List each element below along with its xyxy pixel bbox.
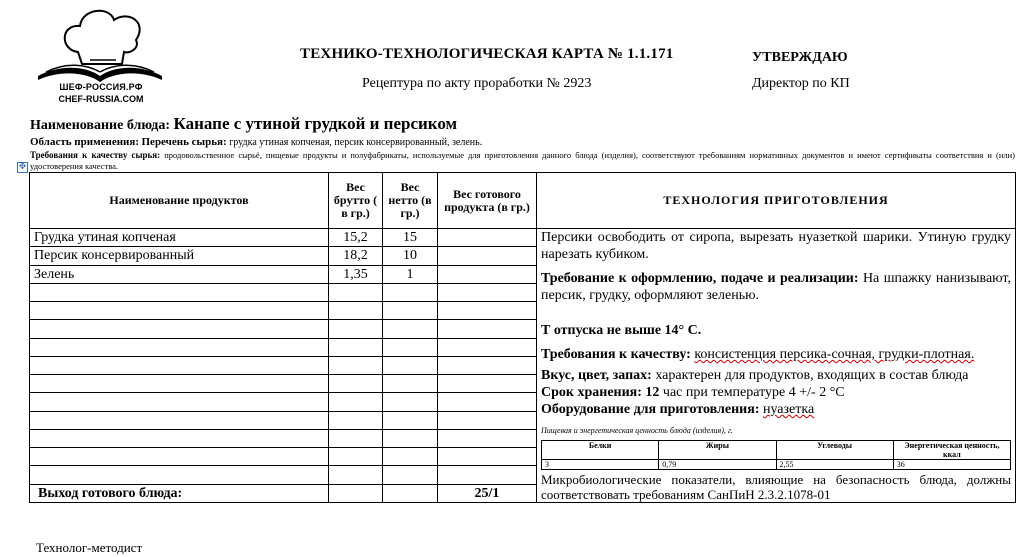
col-net-header: Вес нетто (в гр.) bbox=[383, 173, 438, 229]
col-product-header: Наименование продуктов bbox=[30, 173, 329, 229]
raw-quality-label: Требования к качеству сырья: bbox=[30, 150, 161, 160]
dish-name: Канапе с утиной грудкой и персиком bbox=[173, 114, 458, 133]
net-weight: 15 bbox=[383, 229, 438, 247]
serving-requirements: Требование к оформлению, подаче и реализации: На шпажку нанизывают, персик, грудку, оформляют зеленью. bbox=[541, 271, 1011, 303]
serving-temperature: Т отпуска не выше 14° С. bbox=[541, 323, 702, 338]
product-name: Грудка утиная копченая bbox=[30, 229, 329, 247]
product-name: Персик консервированный bbox=[30, 247, 329, 265]
technologist-label: Технолог-методист bbox=[36, 540, 143, 555]
nutrition-caption: Пищевая и энергетическая ценность блюда (изделия), г. bbox=[541, 426, 733, 435]
quality-requirements: Требования к качеству: консистенция персика-сочная, грудки-плотная. bbox=[541, 347, 975, 362]
raw-list-text: грудка утиная копченая, персик консервированный, зелень. bbox=[229, 137, 483, 148]
protein-header: Белки bbox=[542, 441, 659, 460]
fat-header: Жиры bbox=[659, 441, 776, 460]
director-label: Директор по КП bbox=[752, 76, 850, 91]
logo-text-ru: ШЕФ-РОССИЯ.РФ bbox=[59, 82, 143, 92]
protein-value: 3 bbox=[542, 460, 659, 470]
ready-weight bbox=[438, 229, 537, 247]
logo-text-en: CHEF-RUSSIA.COM bbox=[58, 94, 144, 104]
scope-line bbox=[30, 136, 482, 148]
microbiology-note: Микробиологические показатели, влияющие на безопасность блюда, должны соответствовать требованиям СанПиН 2.3.2.1078-01 bbox=[541, 472, 1011, 502]
storage-time: Срок хранения: 12 час при температуре 4 +/- 2 °С bbox=[541, 385, 845, 400]
ready-weight bbox=[438, 247, 537, 265]
scope-label: Область применения: bbox=[30, 136, 139, 148]
gross-weight: 1,35 bbox=[329, 265, 383, 283]
dish-label: Наименование блюда: bbox=[30, 118, 170, 133]
carbs-value: 2,55 bbox=[776, 460, 893, 470]
taste-color-smell: Вкус, цвет, запах: характерен для продуктов, входящих в состав блюда bbox=[541, 368, 969, 383]
raw-quality-text: продовольственное сырьё, пищевые продукты и полуфабрикаты, используемые для приготовления данного блюда (изделия), соответствуют требованиям нормативных документов и имеют сертификаты соответствия и (или) удостоверения качества. bbox=[30, 150, 1015, 171]
approve-label: УТВЕРЖДАЮ bbox=[752, 50, 848, 65]
yield-value: 25/1 bbox=[438, 484, 537, 502]
card-title: ТЕХНИКО-ТЕХНОЛОГИЧЕСКАЯ КАРТА № 1.1.171 bbox=[300, 46, 674, 62]
col-ready-header: Вес готового продукта (в гр.) bbox=[438, 173, 537, 229]
gross-weight: 15,2 bbox=[329, 229, 383, 247]
technology-text bbox=[537, 229, 1016, 503]
equipment: Оборудование для приготовления: нуазетка bbox=[541, 402, 815, 417]
table-move-handle-icon[interactable]: ✥ bbox=[18, 162, 27, 172]
tech-step: Персики освободить от сиропа, вырезать нуазеткой шарики. Утиную грудку нарезать кубиком. bbox=[541, 230, 1011, 262]
carbs-header: Углеводы bbox=[776, 441, 893, 460]
dish-name-line bbox=[30, 114, 457, 134]
nutrition-table bbox=[541, 440, 1011, 470]
yield-label: Выход готового блюда: bbox=[30, 484, 329, 502]
col-tech-header: ТЕХНОЛОГИЯ ПРИГОТОВЛЕНИЯ bbox=[537, 173, 1016, 229]
fat-value: 0,79 bbox=[659, 460, 776, 470]
net-weight: 1 bbox=[383, 265, 438, 283]
gross-weight: 18,2 bbox=[329, 247, 383, 265]
energy-header: Энергетическая ценность, ккал bbox=[893, 441, 1010, 460]
recipe-act: Рецептура по акту проработки № 2923 bbox=[362, 76, 592, 91]
energy-value: 36 bbox=[893, 460, 1010, 470]
table-row bbox=[30, 229, 1016, 247]
raw-quality-requirements bbox=[30, 150, 1015, 172]
ready-weight bbox=[438, 265, 537, 283]
product-name: Зелень bbox=[30, 265, 329, 283]
net-weight: 10 bbox=[383, 247, 438, 265]
recipe-table bbox=[29, 172, 1016, 503]
col-gross-header: Вес брутто ( в гр.) bbox=[329, 173, 383, 229]
raw-list-label: Перечень сырья: bbox=[141, 136, 227, 148]
